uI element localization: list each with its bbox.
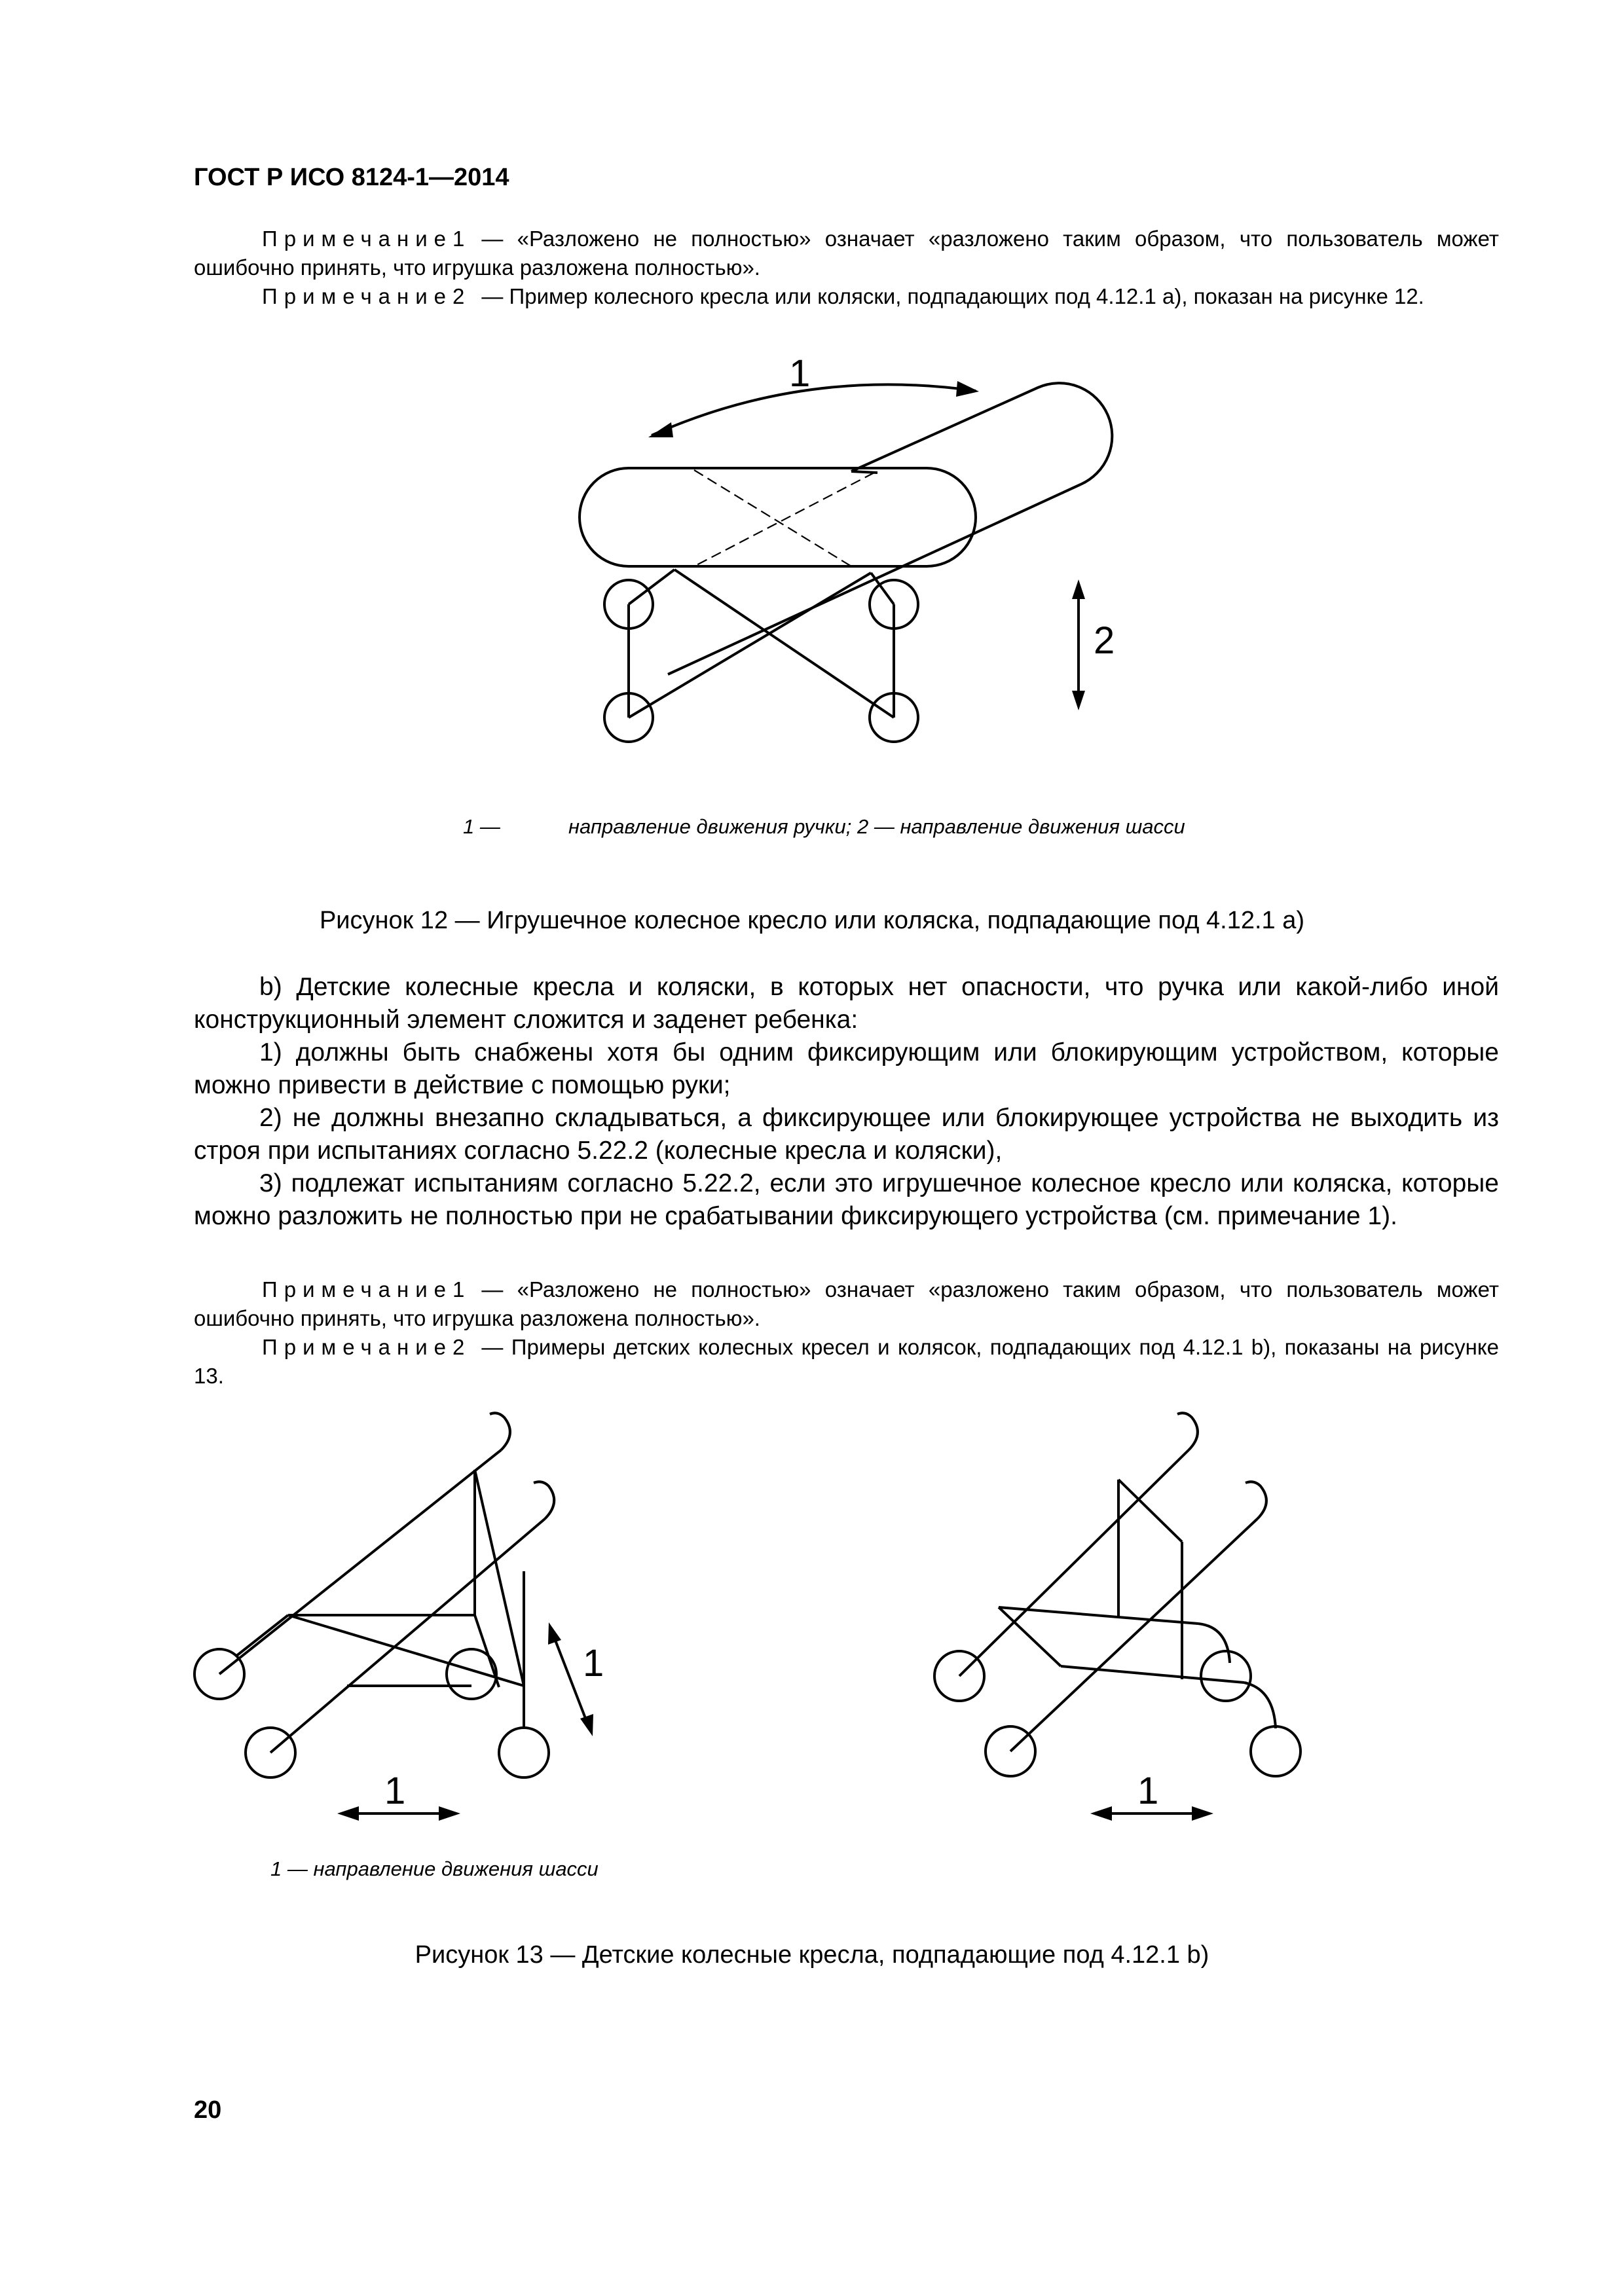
section-b-item-1: 1) должны быть снабжены хотя бы одним фиксирующим или блокирующим устройством, которые можно привести в действие с помощью руки; <box>194 1038 1499 1099</box>
figure-12-label-2: 2 <box>1094 619 1115 662</box>
note-text: — Примеры детских колесных кресел и колясок, подпадающих под 4.12.1 b), показаны на рисунке 13. <box>194 1335 1499 1388</box>
note-lead: Примечание1 <box>262 227 471 251</box>
page-number: 20 <box>194 2096 222 2124</box>
figure-13-left-horiz-label: 1 <box>384 1770 406 1812</box>
note-text: — «Разложено не полностью» означает «разложено таким образом, что пользователь может ошибочно принять, что игрушка разложена полностью». <box>194 227 1499 280</box>
note-lead: Примечание1 <box>262 1277 471 1302</box>
figure-13-right-horiz-label: 1 <box>1137 1770 1159 1812</box>
document-header: ГОСТ Р ИСО 8124-1—2014 <box>194 164 509 191</box>
figure-12-legend-text: направление движения ручки; 2 — направление движения шасси <box>568 815 1185 838</box>
figure-13-caption: Рисунок 13 — Детские колесные кресла, подпадающие под 4.12.1 b) <box>415 1941 1209 1969</box>
section-b-item-2: 2) не должны внезапно складываться, а фиксирующее или блокирующее устройства не выходить из строя при испытаниях согласно 5.22.2 (колесные кресла и коляски), <box>194 1104 1499 1165</box>
figure-13-legend: 1 — направление движения шасси <box>270 1857 599 1880</box>
note-text: — Пример колесного кресла или коляски, подпадающих под 4.12.1 а), показан на рисунке 12. <box>481 284 1424 308</box>
note-lead: Примечание2 <box>262 284 471 308</box>
note-lead: Примечание2 <box>262 1335 471 1359</box>
figure-12-caption: Рисунок 12 — Игрушечное колесное кресло или коляска, подпадающие под 4.12.1 а) <box>319 907 1305 934</box>
figure-12-legend-num: 1 — <box>463 815 500 838</box>
note-text: — «Разложено не полностью» означает «разложено таким образом, что пользователь может ошибочно принять, что игрушка разложена полностью». <box>194 1277 1499 1330</box>
figure-13-left-diag-label: 1 <box>583 1642 604 1685</box>
section-b-item-3: 3) подлежат испытаниям согласно 5.22.2, если это игрушечное колесное кресло или коляска, которые можно разложить не полностью при не срабатывании фиксирующего устройства (см. примечание 1). <box>194 1169 1499 1230</box>
section-b-intro: b) Детские колесные кресла и коляски, в которых нет опасности, что ручка или какой-либо иной конструкционный элемент сложится и заденет ребенка: <box>194 973 1499 1034</box>
figure-12-label-1: 1 <box>789 352 811 395</box>
